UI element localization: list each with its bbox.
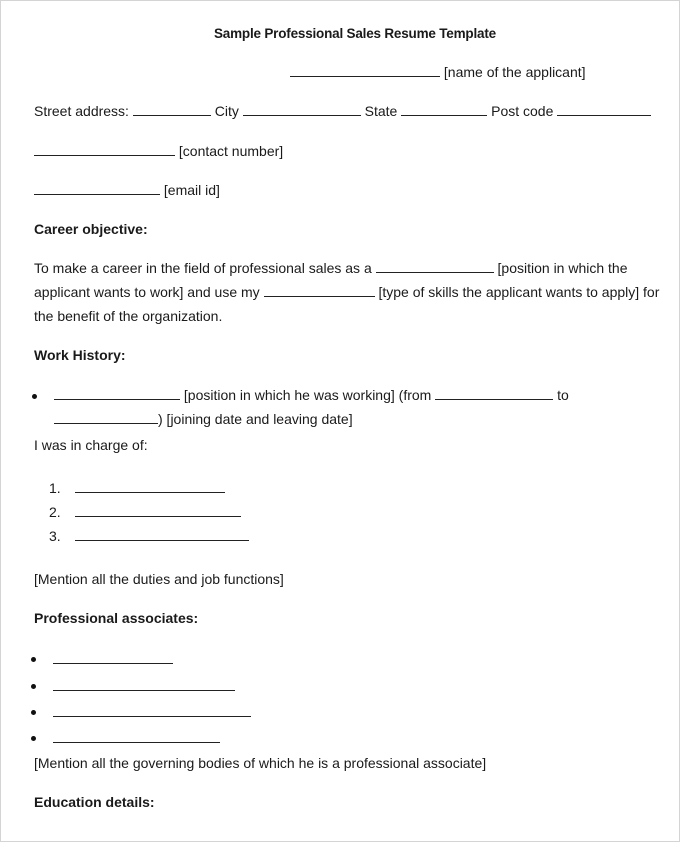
state-blank[interactable]	[401, 102, 487, 116]
duty-item-1	[49, 479, 225, 497]
work-position-blank[interactable]	[54, 386, 180, 400]
career-line-2	[34, 283, 659, 301]
position-blank[interactable]	[376, 259, 494, 273]
work-line-1	[54, 386, 569, 404]
associate-item-2	[53, 677, 235, 695]
duties-mention: [Mention all the duties and job functions]	[34, 571, 284, 587]
duty-blank-2[interactable]	[75, 503, 241, 517]
career-line-1-end: [position in which the	[497, 260, 628, 276]
work-heading: Work History:	[34, 347, 126, 363]
associate-blank-1[interactable]	[53, 650, 173, 664]
associate-bullet-2	[31, 684, 36, 689]
from-date-blank[interactable]	[435, 386, 553, 400]
associate-bullet-4	[31, 736, 36, 741]
associate-bullet-3	[31, 710, 36, 715]
work-line-1-mid: [position in which he was working] (from	[183, 387, 432, 403]
career-line-3: the benefit of the organization.	[34, 308, 223, 324]
duty-item-2	[49, 503, 241, 521]
associate-blank-4[interactable]	[53, 729, 220, 743]
work-line-2	[54, 410, 353, 428]
city-blank[interactable]	[243, 102, 361, 116]
contact-label: [contact number]	[178, 143, 284, 159]
contact-blank[interactable]	[34, 142, 175, 156]
work-bullet	[32, 394, 37, 399]
associate-item-4	[53, 729, 220, 747]
street-blank[interactable]	[133, 102, 211, 116]
career-line-2-start: applicant wants to work] and use my	[34, 284, 260, 300]
street-label: Street address:	[34, 103, 129, 119]
career-heading: Career objective:	[34, 221, 148, 237]
duty-blank-3[interactable]	[75, 527, 249, 541]
work-line-1-end: to	[557, 387, 569, 403]
associates-heading: Professional associates:	[34, 610, 199, 626]
associate-bullet-1	[31, 657, 36, 662]
associate-blank-3[interactable]	[53, 703, 251, 717]
city-label: City	[214, 103, 239, 119]
applicant-name-line	[290, 63, 586, 81]
address-line	[34, 102, 651, 120]
education-heading: Education details:	[34, 794, 155, 810]
applicant-name-label: [name of the applicant]	[443, 64, 586, 80]
postcode-label: Post code	[491, 103, 554, 119]
email-line	[34, 181, 220, 199]
email-label: [email id]	[163, 182, 220, 198]
applicant-name-blank[interactable]	[290, 63, 440, 77]
contact-line	[34, 142, 283, 160]
email-blank[interactable]	[34, 181, 160, 195]
postcode-blank[interactable]	[557, 102, 651, 116]
duty-number-1: 1.	[49, 480, 61, 496]
to-date-blank[interactable]	[54, 410, 158, 424]
associate-item-1	[53, 650, 173, 668]
skills-blank[interactable]	[264, 283, 375, 297]
document-title: Sample Professional Sales Resume Template	[214, 26, 496, 41]
associate-item-3	[53, 703, 251, 721]
state-label: State	[364, 103, 398, 119]
career-line-2-end: [type of skills the applicant wants to apply] for	[378, 284, 660, 300]
career-line-1	[34, 259, 628, 277]
associates-mention: [Mention all the governing bodies of which he is a professional associate]	[34, 755, 487, 771]
associate-blank-2[interactable]	[53, 677, 235, 691]
duty-number-3: 3.	[49, 528, 61, 544]
career-line-1-start: To make a career in the field of professional sales as a	[34, 260, 372, 276]
duty-blank-1[interactable]	[75, 479, 225, 493]
work-line-2-end: ) [joining date and leaving date]	[158, 411, 353, 427]
duty-number-2: 2.	[49, 504, 61, 520]
charge-label: I was in charge of:	[34, 437, 148, 453]
duty-item-3	[49, 527, 249, 545]
